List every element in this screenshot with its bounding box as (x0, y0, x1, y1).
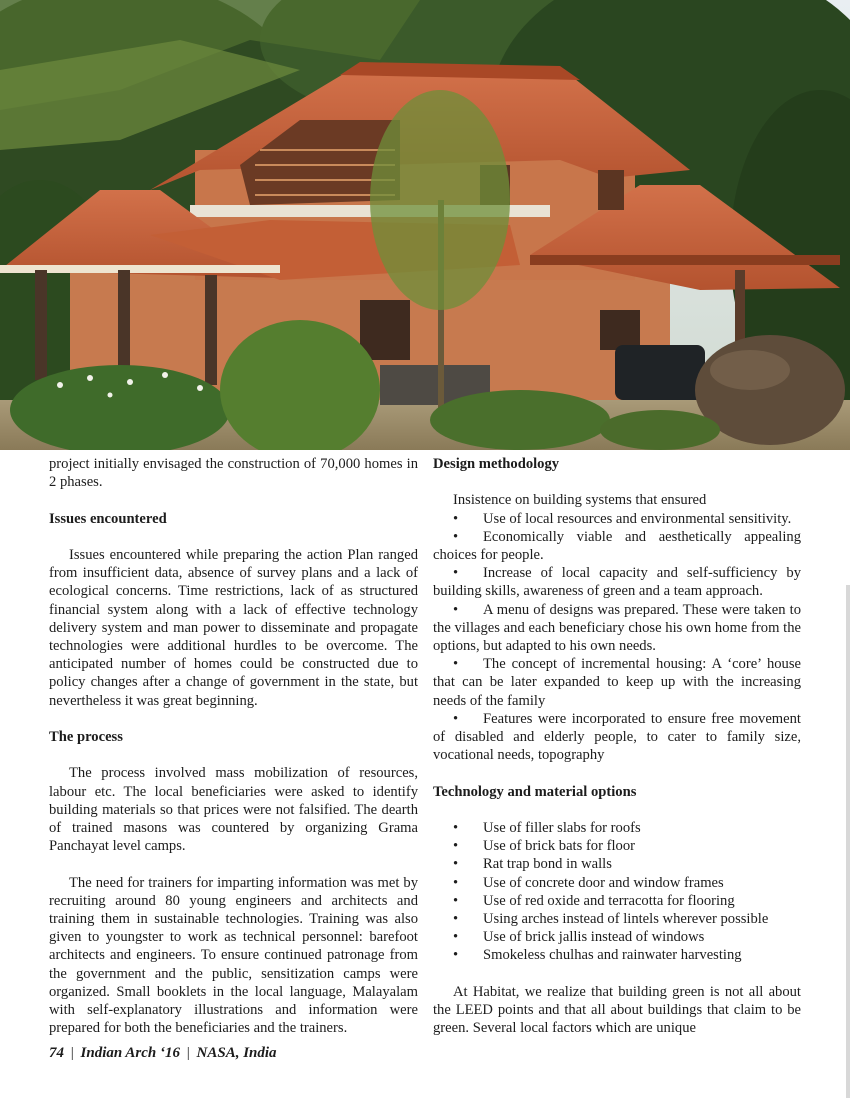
list-item: • Smokeless chulhas and rainwater harvesting (433, 946, 801, 964)
list-item: • Use of red oxide and terracotta for flooring (433, 892, 801, 910)
list-item: • Increase of local capacity and self-sufficiency by building skills, awareness of green and a team approach. (433, 564, 801, 600)
house-photo (0, 0, 850, 450)
right-column (433, 455, 801, 1037)
list-item: • Use of brick bats for floor (433, 837, 801, 855)
list-item: • The concept of incremental housing: A ‘core’ house that can be later expanded to keep up with the increasing needs of the family (433, 655, 801, 710)
page-number: 74 (49, 1045, 64, 1061)
paragraph-process-1: The process involved mass mobilization of resources, labour etc. The local beneficiaries were asked to identify building materials so that prices were not falsified. The dearth of trained masons was countered by organizing Grama Panchayat level camps. (49, 765, 418, 855)
design-list (433, 510, 801, 765)
list-item: • Use of filler slabs for roofs (433, 819, 801, 837)
footer-separator: | (186, 1045, 190, 1061)
list-item: • A menu of designs was prepared. These were taken to the villages and each beneficiary chose his own home from the options, but adapted to his own needs. (433, 601, 801, 656)
list-item: • Economically viable and aesthetically appealing choices for people. (433, 528, 801, 564)
technology-list (433, 819, 801, 965)
list-item: • Features were incorporated to ensure free movement of disabled and elderly people, to cater to family size, vocational needs, topography (433, 710, 801, 765)
list-item: • Use of local resources and environmental sensitivity. (433, 510, 801, 528)
paragraph-habitat: At Habitat, we realize that building green is not all about the LEED points and that all about buildings that claim to be green. Several local factors which are unique (433, 983, 801, 1037)
design-intro: Insistence on building systems that ensured (453, 492, 707, 509)
page-edge-rule (846, 585, 850, 1098)
paragraph-process-2: The need for trainers for imparting information was met by recruiting around 80 young engineers and architects and training them in sustainable technologies. Training was also given to youngster to work as technical personnel: barefoot architects and engineers. To ensure continued patronage from the government and the public, sensitization camps were organized. Small booklets in the local language, Malayalam with self-explanatory illustrations and information were prepared for both the beneficiaries and the trainers. (49, 874, 418, 1037)
left-column (49, 455, 418, 1037)
page-footer (49, 1045, 277, 1062)
list-item: • Using arches instead of lintels wherever possible (433, 910, 801, 928)
heading-process: The process (49, 729, 123, 745)
paragraph-project: project initially envisaged the construction of 70,000 homes in 2 phases. (49, 456, 418, 491)
list-item: • Use of brick jallis instead of windows (433, 928, 801, 946)
paragraph-issues: Issues encountered while preparing the action Plan ranged from insufficient data, absence of survey plans and a lack of ecological concerns. Time restrictions, lack of as structured financial system along with a lack of effective technology delivery system and man power to disseminate and propagate technologies were additional hurdles to be overcome. The anticipated number of homes could be constructed due to policy changes after a change of government in the state, but nevertheless it was great beginning. (49, 546, 418, 709)
footer-separator: | (70, 1045, 74, 1061)
heading-design: Design methodology (433, 456, 560, 472)
list-item: • Rat trap bond in walls (433, 855, 801, 873)
heading-issues: Issues encountered (49, 510, 167, 527)
list-item: • Use of concrete door and window frames (433, 874, 801, 892)
publication-name: Indian Arch ‘16 (80, 1045, 180, 1061)
organization-name: NASA, India (196, 1045, 277, 1061)
heading-technology: Technology and material options (433, 783, 637, 800)
